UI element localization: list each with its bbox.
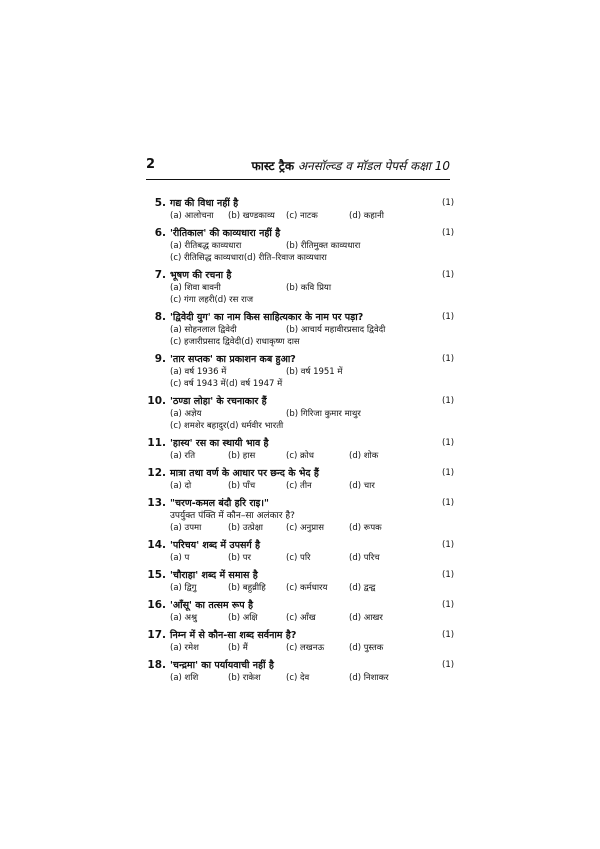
- option-c: (c) रीतिसिद्ध काव्यधारा: [170, 253, 244, 263]
- option-a: (a) अज्ञेय: [170, 409, 202, 419]
- option-c: (c) देव: [286, 673, 310, 683]
- options-group: [146, 612, 456, 624]
- question-line: [146, 599, 456, 612]
- question-marks: (1): [442, 396, 455, 406]
- question-text: गद्य की विधा नहीं है: [170, 198, 239, 209]
- question-marks: (1): [442, 354, 455, 364]
- question-number: 9.: [154, 353, 166, 365]
- option-c: (c) लखनऊ: [286, 643, 325, 653]
- option-d: (d) चार: [349, 481, 375, 491]
- option-a: (a) वर्ष 1936 में: [170, 367, 227, 377]
- option-c: (c) अनुप्रास: [286, 523, 325, 533]
- option-b: (b) पर: [228, 553, 252, 563]
- question-item: [146, 353, 456, 390]
- option-c: (c) वर्ष 1943 में: [170, 379, 226, 389]
- option-d: (d) रीति–रिवाज काव्यधारा: [243, 253, 327, 263]
- option-a: (a) प: [170, 553, 190, 563]
- question-item: [146, 437, 456, 462]
- running-title-bold: फास्ट ट्रैक: [251, 159, 295, 173]
- option-c: (c) हजारीप्रसाद द्विवेदी: [170, 337, 242, 347]
- option-b: (b) खण्डकाव्य: [228, 211, 275, 221]
- header-rule: [146, 179, 450, 180]
- option-b: (b) हास: [228, 451, 256, 461]
- option-d: (d) द्वन्द्व: [349, 583, 376, 593]
- question-text: 'हास्य' रस का स्थायी भाव है: [170, 438, 269, 449]
- question-number: 5.: [154, 197, 166, 209]
- option-d: (d) आखर: [349, 613, 383, 623]
- question-item: [146, 467, 456, 492]
- question-line: [146, 197, 456, 210]
- option-b: (b) रीतिमुक्त काव्यधारा: [286, 241, 361, 251]
- option-a: (a) आलोचना: [170, 211, 214, 221]
- option-b: (b) कवि प्रिया: [286, 283, 332, 293]
- option-a: (a) रीतिबद्ध काव्यधारा: [170, 241, 242, 251]
- question-line: [146, 629, 456, 642]
- page-header: [146, 157, 450, 177]
- option-d: (d) कहानी: [349, 211, 384, 221]
- option-d: (d) निशाकर: [349, 673, 389, 683]
- question-line: [146, 659, 456, 672]
- question-line: [146, 437, 456, 450]
- option-b: (b) वर्ष 1951 में: [286, 367, 343, 377]
- option-a: (a) रति: [170, 451, 196, 461]
- option-d: (d) शोक: [349, 451, 379, 461]
- question-item: [146, 311, 456, 348]
- option-d: (d) राधाकृष्ण दास: [241, 337, 300, 347]
- question-line: [146, 569, 456, 582]
- options-group: [146, 282, 456, 306]
- question-text: 'चन्द्रमा' का पर्यायवाची नहीं है: [170, 660, 274, 671]
- question-marks: (1): [442, 270, 455, 280]
- option-a: (a) शशि: [170, 673, 199, 683]
- question-item: [146, 197, 456, 222]
- option-c: (c) परि: [286, 553, 311, 563]
- question-number: 6.: [154, 227, 166, 239]
- question-line: [146, 539, 456, 552]
- question-text: "चरण-कमल बंदौ हरि राइ।": [170, 498, 269, 509]
- question-item: [146, 599, 456, 624]
- question-marks: (1): [442, 228, 455, 238]
- running-title-italic: अनसॉल्व्ड व मॉडल पेपर्स कक्षा 10: [297, 159, 450, 173]
- options-group: [146, 552, 456, 564]
- option-c: (c) कर्मधारय: [286, 583, 328, 593]
- question-text: 'परिचय' शब्द में उपसर्ग है: [170, 540, 261, 551]
- question-number: 10.: [147, 395, 166, 407]
- question-item: [146, 497, 456, 534]
- question-marks: (1): [442, 312, 455, 322]
- options-group: [146, 672, 456, 684]
- option-c: (c) तीन: [286, 481, 312, 491]
- question-item: [146, 539, 456, 564]
- option-b: (b) अक्षि: [228, 613, 258, 623]
- question-subtext: उपर्युक्त पंक्ति में कौन–सा अलंकार है?: [170, 511, 295, 521]
- options-group: [146, 522, 456, 534]
- question-number: 8.: [154, 311, 166, 323]
- question-text: 'द्विवेदी युग' का नाम किस साहित्यकार के नाम पर पड़ा?: [170, 312, 364, 323]
- option-a: (a) दो: [170, 481, 192, 491]
- options-group: [146, 480, 456, 492]
- question-number: 17.: [147, 629, 166, 641]
- option-c: (c) आँख: [286, 613, 316, 623]
- question-text: निम्न में से कौन-सा शब्द सर्वनाम है?: [170, 630, 297, 641]
- option-d: (d) रस राज: [214, 295, 254, 305]
- question-number: 7.: [154, 269, 166, 281]
- options-group: [146, 642, 456, 654]
- question-item: [146, 569, 456, 594]
- question-number: 15.: [147, 569, 166, 581]
- options-group: [146, 324, 456, 348]
- question-marks: (1): [442, 600, 455, 610]
- question-item: [146, 629, 456, 654]
- question-number: 12.: [147, 467, 166, 479]
- options-group: [146, 582, 456, 594]
- question-text: 'तार सप्तक' का प्रकाशन कब हुआ?: [170, 354, 296, 365]
- options-group: [146, 240, 456, 264]
- question-text: 'चौराहा' शब्द में समास है: [170, 570, 258, 581]
- option-d: (d) पुस्तक: [349, 643, 384, 653]
- question-number: 11.: [147, 437, 166, 449]
- options-group: [146, 450, 456, 462]
- option-d: (d) वर्ष 1947 में: [225, 379, 283, 389]
- question-item: [146, 227, 456, 264]
- question-item: [146, 659, 456, 684]
- question-text: 'ठण्डा लोहा' के रचनाकार हैं: [170, 396, 267, 407]
- question-text: 'आँसू' का तत्सम रूप है: [170, 600, 253, 611]
- option-c: (c) गंगा लहरी: [170, 295, 215, 305]
- question-marks: (1): [442, 438, 455, 448]
- question-text: भूषण की रचना है: [170, 270, 232, 281]
- question-number: 16.: [147, 599, 166, 611]
- options-group: [146, 366, 456, 390]
- question-marks: (1): [442, 630, 455, 640]
- option-b: (b) उत्प्रेक्षा: [228, 523, 263, 533]
- option-a: (a) अश्रु: [170, 613, 198, 623]
- option-d: (d) परिच: [349, 553, 380, 563]
- question-line: [146, 467, 456, 480]
- options-group: [146, 210, 456, 222]
- running-title: [252, 157, 450, 174]
- options-group: [146, 408, 456, 432]
- option-b: (b) राकेश: [228, 673, 261, 683]
- option-c: (c) नाटक: [286, 211, 318, 221]
- question-marks: (1): [442, 660, 455, 670]
- question-text: 'रीतिकाल' की काव्यधारा नहीं है: [170, 228, 281, 239]
- question-line: [146, 227, 456, 240]
- option-c: (c) क्रोध: [286, 451, 314, 461]
- option-a: (a) द्विगु: [170, 583, 197, 593]
- option-a: (a) सोहनलाल द्विवेदी: [170, 325, 237, 335]
- option-b: (b) बहुव्रीहि: [228, 583, 266, 593]
- question-item: [146, 269, 456, 306]
- question-line: [146, 353, 456, 366]
- question-number: 18.: [147, 659, 166, 671]
- question-line: [146, 311, 456, 324]
- option-d: (d) रूपक: [349, 523, 382, 533]
- option-a: (a) रमेश: [170, 643, 199, 653]
- option-a: (a) शिवा बावनी: [170, 283, 221, 293]
- question-text: मात्रा तथा वर्ण के आधार पर छन्द के भेद हैं: [170, 468, 319, 479]
- question-line: [146, 497, 456, 510]
- option-b: (b) मैं: [228, 643, 248, 653]
- question-item: [146, 395, 456, 432]
- question-marks: (1): [442, 498, 455, 508]
- question-marks: (1): [442, 540, 455, 550]
- option-b: (b) पाँच: [228, 481, 256, 491]
- question-marks: (1): [442, 468, 455, 478]
- option-d: (d) धर्मवीर भारती: [226, 421, 284, 431]
- option-a: (a) उपमा: [170, 523, 202, 533]
- question-marks: (1): [442, 570, 455, 580]
- question-list: [146, 197, 456, 689]
- page-number: 2: [146, 157, 156, 172]
- question-line: [146, 269, 456, 282]
- question-number: 14.: [147, 539, 166, 551]
- question-marks: (1): [442, 198, 455, 208]
- option-c: (c) शमशेर बहादुर: [170, 421, 227, 431]
- option-b: (b) आचार्य महावीरप्रसाद द्विवेदी: [286, 325, 386, 335]
- question-line: [146, 395, 456, 408]
- option-b: (b) गिरिजा कुमार माथुर: [286, 409, 361, 419]
- question-number: 13.: [147, 497, 166, 509]
